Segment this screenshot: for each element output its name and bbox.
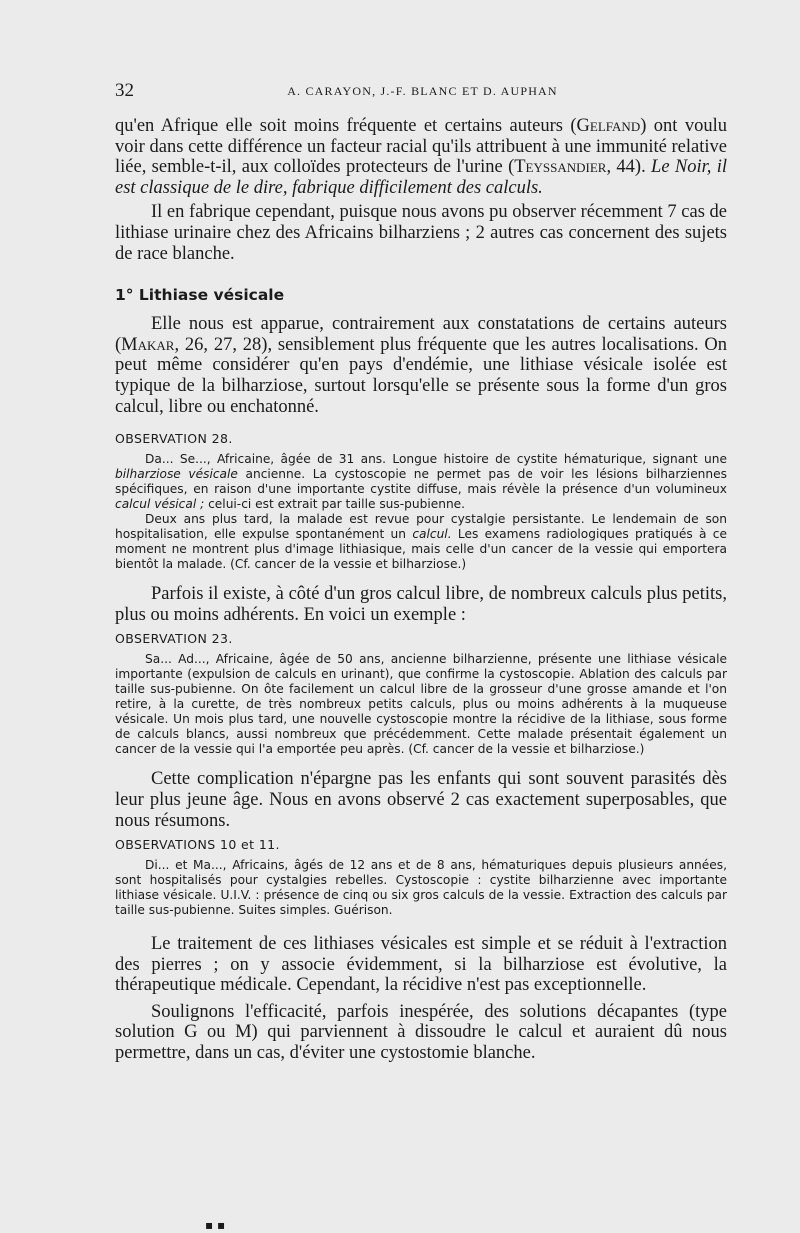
text-run: Cette complication n'épargne pas les enfants qui sont souvent parasités dès leur plus jeune âge. Nous en avons observé 2 cas exactement superposables, que nous résumons.: [115, 769, 727, 831]
text-run: Le traitement de ces lithiases vésicales est simple et se réduit à l'extraction des pierres ; on y associe évidemment, si la bilharziose est évolutive, la thérapeutique médicale. Cependant, la récidive n'est pas exceptionnelle.: [115, 934, 727, 996]
text-run: ancienne. La cystoscopie ne permet pas de voir les lésions bilharziennes spécifiques, en raison d'une importante cystite diffuse, mais révèle la présence d'un volumineux: [115, 467, 727, 497]
observations-10-11-title: OBSERVATIONS 10 et 11.: [115, 837, 280, 853]
page-number: 32: [115, 80, 134, 101]
paragraph-elle-nous: [115, 314, 727, 417]
intro-paragraph: [115, 116, 727, 198]
observation-28-title: OBSERVATION 28.: [115, 431, 233, 447]
italic-term: calcul vésical ;: [115, 497, 205, 512]
text-run: Il en fabrique cependant, puisque nous avons pu observer récemment 7 cas de lithiase urinaire chez des Africains bilharziens ; 2 autres cas concernent des sujets de race blanche.: [115, 202, 727, 264]
header-authors: A. CARAYON, J.-F. BLANC ET D. AUPHAN: [287, 84, 558, 98]
observation-28-text-continued: [115, 512, 727, 572]
text-run: , 44).: [606, 157, 652, 178]
author-teyssandier: Teyssandier: [514, 157, 607, 178]
text-run: Soulignons l'efficacité, parfois inespérée, des solutions décapantes (type solution G ou M) qui parviennent à dissoudre le calcul et auraient dû nous permettre, dans un cas, d'éviter une cystostomie blanche.: [115, 1001, 727, 1064]
text-run: celui-ci est extrait par taille sus-pubienne.: [204, 497, 466, 512]
paragraph-il-en-fabrique: [115, 202, 727, 264]
observations-10-11-text: [115, 858, 727, 918]
italic-term: calcul.: [412, 527, 452, 542]
text-run: qu'en Afrique elle soit moins fréquente et certains auteurs (: [115, 116, 577, 136]
text-run: ) ont voulu voir dans cette différence un facteur racial qu'ils attribuent à une immunité relative liée, semble-t-il, aux colloïdes protecteurs de l'urine (: [115, 116, 727, 178]
text-run: Da... Se..., Africaine, âgée de 31 ans. Longue histoire de cystite hématurique, signant une: [145, 452, 727, 467]
observation-28-text: [115, 452, 727, 512]
paragraph-soulignons: [115, 1002, 727, 1064]
text-run: Elle nous est apparue, contrairement aux constatations de certains auteurs (: [115, 314, 727, 355]
paragraph-traitement: [115, 934, 727, 996]
text-run: Les examens radiologiques pratiqués à ce moment ne montrent plus d'image lithiasique, mais celle d'un cancer de la vessie qui emportera bientôt la malade. (Cf. cancer de la vessie et bilharziose.): [115, 527, 728, 572]
text-run: Di... et Ma..., Africains, âgés de 12 ans et de 8 ans, hématuriques depuis plusieurs années, sont hospitalisés pour cystalgies rebelles. Cystoscopie : cystite bilharzienne avec importante lithiase vésicale. U.I.V. : présence de cinq ou six gros calculs de la vessie. Extraction des calculs par taille sus-pubienne. Suites simples. Guérison.: [115, 858, 727, 918]
paragraph-parfois: [115, 584, 727, 625]
text-run: Sa... Ad..., Africaine, âgée de 50 ans, ancienne bilharzienne, présente une lithiase vésicale importante (expulsion de calculs en urinant), que confirme la cystoscopie. Ablation des calculs par taille sus-pubienne. On ôte facilement un calcul libre de la grosseur d'une grosse amande et l'on retire, à la curette, de très nombreux petits calculs, plus ou moins adhérents à la muqueuse vésicale. Un mois plus tard, une nouvelle cystoscopie montre la récidive de la lithiase, sous forme de calculs blancs, aussi nombreux que précédemment. Cette malade présentait également un cancer de la vessie qui l'a emportée peu après. (Cf. cancer de la vessie et bilharziose.): [115, 652, 727, 757]
text-run: Parfois il existe, à côté d'un gros calcul libre, de nombreux calculs plus petits, plus ou moins adhérents. En voici un exemple :: [115, 584, 727, 625]
footer-mark: ▪ ▪: [205, 1218, 226, 1232]
paragraph-enfants: [115, 769, 727, 831]
italic-term: bilharziose vésicale: [115, 467, 238, 482]
running-head: [115, 80, 730, 102]
author-gelfand: Gelfand: [576, 116, 641, 136]
section-title: 1° Lithiase vésicale: [115, 286, 285, 305]
observation-23-text: [115, 652, 727, 757]
author-makar: Makar: [121, 334, 175, 355]
page-content: [115, 116, 727, 1064]
text-run: , 26, 27, 28), sensiblement plus fréquente que les autres localisations. On peut même considérer qu'en pays d'endémie, une lithiase vésicale isolée est typique de la bilharziose, surtout lorsqu'elle se présente sous la forme d'un gros calcul, libre ou enchatonné.: [115, 334, 727, 417]
observation-23-title: OBSERVATION 23.: [115, 631, 233, 647]
italic-quote: Le Noir, il est classique de le dire, fabrique difficilement des calculs.: [115, 157, 728, 198]
text-run: Deux ans plus tard, la malade est revue pour cystalgie persistante. Le lendemain de son hospitalisation, elle expulse spontanément un: [115, 512, 727, 542]
